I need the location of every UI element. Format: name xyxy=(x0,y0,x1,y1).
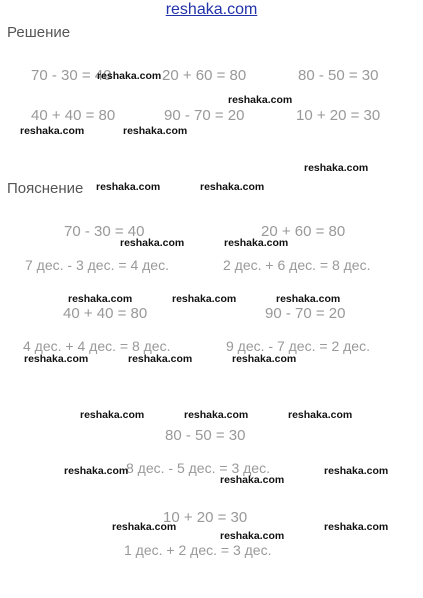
watermark: reshaka.com xyxy=(123,125,188,137)
explanation-tens: 8 дес. - 5 дес. = 3 дес. xyxy=(126,460,270,476)
watermark: reshaka.com xyxy=(304,162,369,174)
solution-equation: 10 + 20 = 30 xyxy=(296,107,381,124)
watermark: reshaka.com xyxy=(97,70,162,82)
solution-equation: 80 - 50 = 30 xyxy=(298,67,379,84)
watermark: reshaka.com xyxy=(112,521,177,533)
watermark: reshaka.com xyxy=(288,409,353,421)
watermark: reshaka.com xyxy=(80,409,145,421)
watermark: reshaka.com xyxy=(324,465,389,477)
watermark: reshaka.com xyxy=(220,474,285,486)
explanation-equation: 40 + 40 = 80 xyxy=(63,305,148,322)
watermark: reshaka.com xyxy=(128,353,193,365)
watermark: reshaka.com xyxy=(172,293,237,305)
watermark: reshaka.com xyxy=(120,237,185,249)
watermark: reshaka.com xyxy=(20,125,85,137)
explanation-equation: 10 + 20 = 30 xyxy=(163,509,248,526)
watermark: reshaka.com xyxy=(232,353,297,365)
explanation-tens: 7 дес. - 3 дес. = 4 дес. xyxy=(25,257,169,273)
explanation-equation: 90 - 70 = 20 xyxy=(265,305,346,322)
site-title-link[interactable]: reshaka.com xyxy=(165,1,258,18)
watermark: reshaka.com xyxy=(184,409,249,421)
watermark: reshaka.com xyxy=(200,181,265,193)
watermark: reshaka.com xyxy=(276,293,341,305)
solution-equation: 20 + 60 = 80 xyxy=(162,67,247,84)
watermark: reshaka.com xyxy=(96,181,161,193)
watermark: reshaka.com xyxy=(68,293,133,305)
explanation-tens: 1 дес. + 2 дес. = 3 дес. xyxy=(124,542,272,558)
watermark: reshaka.com xyxy=(24,353,89,365)
solution-equation: 40 + 40 = 80 xyxy=(31,107,116,124)
explanation-equation: 20 + 60 = 80 xyxy=(261,223,346,240)
solution-equation: 70 - 30 = 40 xyxy=(31,67,112,84)
watermark: reshaka.com xyxy=(64,465,129,477)
explanation-tens: 4 дес. + 4 дес. = 8 дес. xyxy=(23,338,171,354)
watermark: reshaka.com xyxy=(224,237,289,249)
watermark: reshaka.com xyxy=(228,94,293,106)
watermark: reshaka.com xyxy=(324,521,389,533)
explanation-equation: 80 - 50 = 30 xyxy=(165,427,246,444)
explanation-tens: 2 дес. + 6 дес. = 8 дес. xyxy=(223,257,371,273)
explanation-heading: Пояснение xyxy=(7,180,84,197)
watermark: reshaka.com xyxy=(220,530,285,542)
solution-equation: 90 - 70 = 20 xyxy=(164,107,245,124)
explanation-tens: 9 дес. - 7 дес. = 2 дес. xyxy=(226,338,370,354)
explanation-equation: 70 - 30 = 40 xyxy=(64,223,145,240)
solution-heading: Решение xyxy=(7,24,71,41)
